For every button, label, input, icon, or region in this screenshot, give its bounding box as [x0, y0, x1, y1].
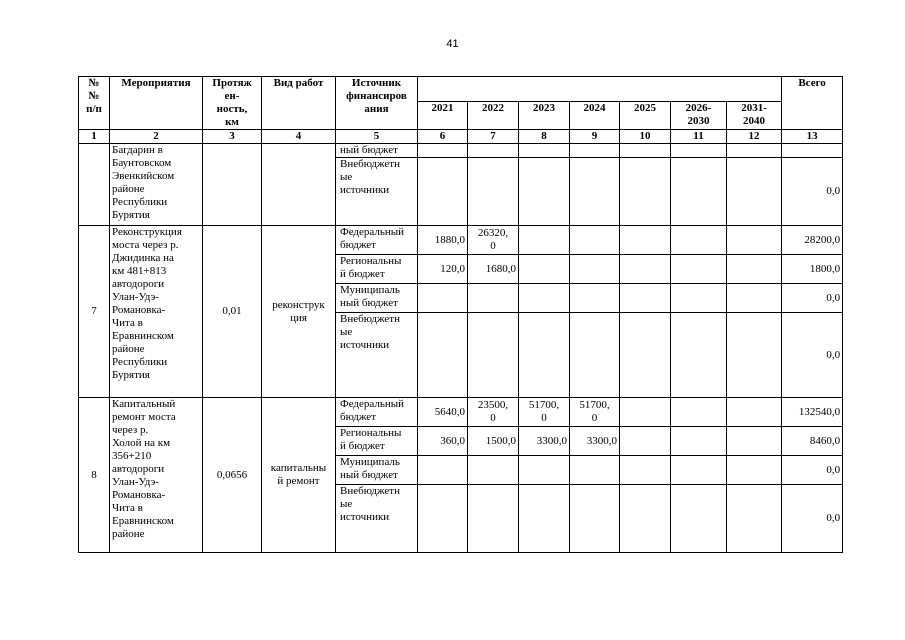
funding-source: Внебюджетн ые источники	[336, 158, 418, 226]
measure-name: Реконструкция моста через р. Джидинка на км 481+813 автодороги Улан-Удэ- Романовка- Чита в Еравнинском районе Республики Бурятия	[110, 226, 203, 398]
year-value	[620, 255, 671, 284]
column-number-9: 9	[570, 130, 620, 144]
total-value: 0,0	[782, 485, 843, 553]
year-value	[727, 485, 782, 553]
measure-name: Багдарин в Баунтовском Эвенкийском районе Республики Бурятия	[110, 144, 203, 226]
total-value: 132540,0	[782, 398, 843, 427]
year-value	[671, 255, 727, 284]
table-row	[79, 398, 843, 427]
funding-source: Муниципаль ный бюджет	[336, 456, 418, 485]
year-value	[468, 456, 519, 485]
year-value	[620, 485, 671, 553]
year-value: 1500,0	[468, 427, 519, 456]
table-body	[79, 144, 843, 553]
total-value: 8460,0	[782, 427, 843, 456]
funding-source: ный бюджет	[336, 144, 418, 158]
header-year-7: 2031- 2040	[727, 102, 782, 130]
length-km: 0,0656	[203, 398, 262, 553]
total-value: 0,0	[782, 284, 843, 313]
column-number-6: 6	[418, 130, 468, 144]
column-number-11: 11	[671, 130, 727, 144]
year-value	[620, 456, 671, 485]
year-value: 51700, 0	[519, 398, 570, 427]
year-value	[727, 313, 782, 398]
row-number: 8	[79, 398, 110, 553]
year-value	[418, 485, 468, 553]
year-value	[418, 144, 468, 158]
year-value	[519, 313, 570, 398]
year-value	[671, 427, 727, 456]
year-value	[468, 144, 519, 158]
column-number-10: 10	[620, 130, 671, 144]
year-value: 51700, 0	[570, 398, 620, 427]
header-col-measure: Мероприятия	[110, 77, 203, 130]
year-value	[418, 284, 468, 313]
year-value	[727, 255, 782, 284]
column-numbers-row	[79, 130, 843, 144]
year-value	[570, 284, 620, 313]
year-value: 3300,0	[570, 427, 620, 456]
year-value	[519, 284, 570, 313]
header-year-6: 2026- 2030	[671, 102, 727, 130]
header-year-5: 2025	[620, 102, 671, 130]
work-type: реконструк ция	[262, 226, 336, 398]
column-number-4: 4	[262, 130, 336, 144]
header-year-4: 2024	[570, 102, 620, 130]
column-number-3: 3	[203, 130, 262, 144]
year-value	[671, 284, 727, 313]
year-value	[671, 144, 727, 158]
year-value	[519, 158, 570, 226]
column-number-2: 2	[110, 130, 203, 144]
year-value	[671, 398, 727, 427]
year-value	[519, 144, 570, 158]
header-col-total: Всего	[782, 77, 843, 130]
column-number-1: 1	[79, 130, 110, 144]
year-value	[620, 144, 671, 158]
year-value: 26320, 0	[468, 226, 519, 255]
year-value	[727, 427, 782, 456]
year-value	[418, 313, 468, 398]
year-value: 3300,0	[519, 427, 570, 456]
header-year-1: 2021	[418, 102, 468, 130]
funding-source: Федеральный бюджет	[336, 226, 418, 255]
funding-source: Муниципаль ный бюджет	[336, 284, 418, 313]
year-value: 120,0	[418, 255, 468, 284]
length-km: 0,01	[203, 226, 262, 398]
header-col-source: Источник финансиров ания	[336, 77, 418, 130]
column-number-7: 7	[468, 130, 519, 144]
year-value	[570, 456, 620, 485]
header-col-length: Протяж ен- ность, км	[203, 77, 262, 130]
year-value	[620, 313, 671, 398]
funding-source: Внебюджетн ые источники	[336, 313, 418, 398]
year-value	[468, 284, 519, 313]
total-value: 28200,0	[782, 226, 843, 255]
year-value	[671, 456, 727, 485]
year-value	[620, 158, 671, 226]
funding-source: Внебюджетн ые источники	[336, 485, 418, 553]
row-number: 7	[79, 226, 110, 398]
year-value	[671, 226, 727, 255]
header-years-group	[418, 77, 782, 102]
header-col-num: № № п/п	[79, 77, 110, 130]
total-value: 1800,0	[782, 255, 843, 284]
measure-name: Капитальный ремонт моста через р. Холой на км 356+210 автодороги Улан-Удэ- Романовка- Чита в Еравнинском районе	[110, 398, 203, 553]
funding-source: Региональны й бюджет	[336, 427, 418, 456]
header-col-work: Вид работ	[262, 77, 336, 130]
year-value	[727, 226, 782, 255]
table-row	[79, 226, 843, 255]
year-value	[468, 158, 519, 226]
year-value	[727, 158, 782, 226]
header-year-3: 2023	[519, 102, 570, 130]
work-type	[262, 144, 336, 226]
column-number-8: 8	[519, 130, 570, 144]
year-value	[468, 313, 519, 398]
year-value	[519, 226, 570, 255]
year-value: 1680,0	[468, 255, 519, 284]
total-value: 0,0	[782, 158, 843, 226]
year-value: 5640,0	[418, 398, 468, 427]
year-value	[620, 226, 671, 255]
column-number-12: 12	[727, 130, 782, 144]
table-row	[79, 144, 843, 158]
year-value	[570, 158, 620, 226]
column-number-13: 13	[782, 130, 843, 144]
year-value	[570, 144, 620, 158]
work-type: капитальны й ремонт	[262, 398, 336, 553]
year-value: 23500, 0	[468, 398, 519, 427]
total-value: 0,0	[782, 313, 843, 398]
year-value	[519, 456, 570, 485]
page-number: 41	[446, 38, 459, 50]
year-value	[620, 284, 671, 313]
total-value	[782, 144, 843, 158]
year-value	[418, 158, 468, 226]
funding-source: Региональны й бюджет	[336, 255, 418, 284]
year-value	[727, 144, 782, 158]
year-value	[727, 398, 782, 427]
year-value	[727, 456, 782, 485]
row-number	[79, 144, 110, 226]
year-value	[570, 255, 620, 284]
header-year-2: 2022	[468, 102, 519, 130]
year-value	[727, 284, 782, 313]
year-value	[418, 456, 468, 485]
year-value	[570, 226, 620, 255]
year-value	[570, 485, 620, 553]
year-value	[671, 158, 727, 226]
year-value	[519, 485, 570, 553]
funding-source: Федеральный бюджет	[336, 398, 418, 427]
year-value	[468, 485, 519, 553]
funding-table	[78, 76, 843, 553]
column-number-5: 5	[336, 130, 418, 144]
year-value	[570, 313, 620, 398]
year-value	[519, 255, 570, 284]
year-value	[620, 427, 671, 456]
year-value: 1880,0	[418, 226, 468, 255]
total-value: 0,0	[782, 456, 843, 485]
year-value	[671, 485, 727, 553]
year-value: 360,0	[418, 427, 468, 456]
year-value	[620, 398, 671, 427]
year-value	[671, 313, 727, 398]
length-km	[203, 144, 262, 226]
